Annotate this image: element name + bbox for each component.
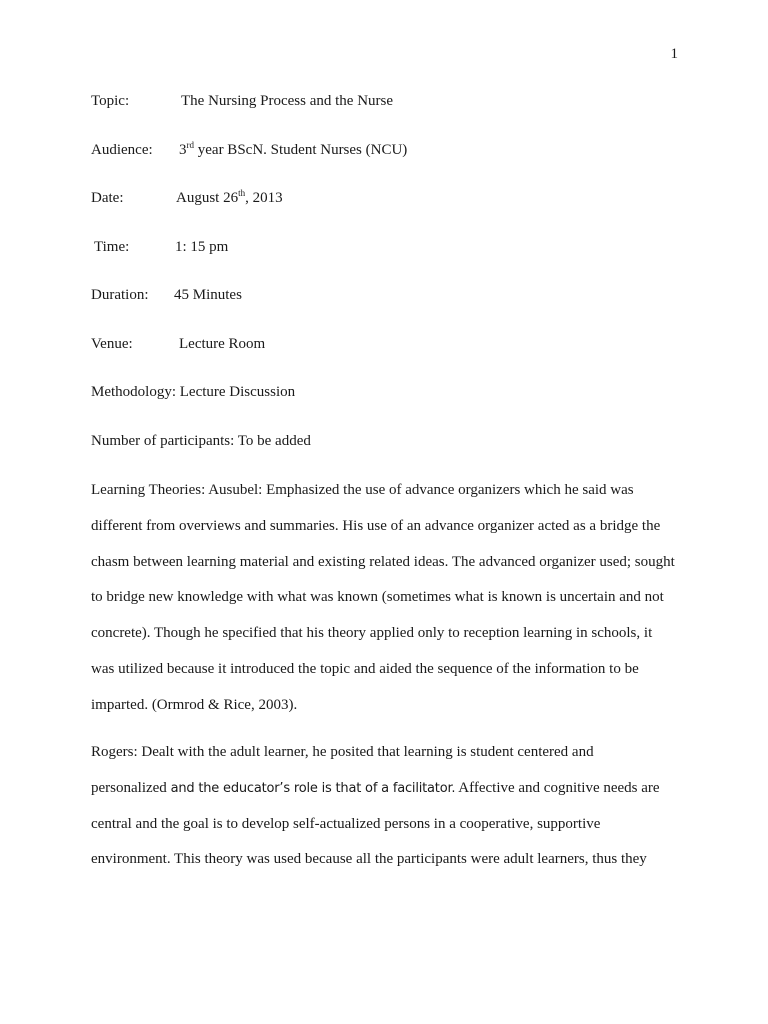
audience-value-pre: 3 — [179, 142, 187, 158]
audience-label: Audience: — [91, 142, 153, 158]
topic-field — [91, 93, 394, 110]
time-label: Time: — [94, 239, 130, 255]
rogers-paragraph — [91, 744, 681, 887]
date-value-pre: August 26 — [176, 190, 239, 206]
rogers-line2-part3: Affective and cognitive needs are — [455, 779, 660, 796]
venue-value: Lecture Room — [179, 336, 266, 352]
rogers-line2-part1: personalized — [91, 779, 171, 796]
paragraph-line-mixed — [91, 780, 681, 816]
audience-field — [91, 140, 408, 159]
duration-field — [91, 287, 242, 304]
time-value: 1: 15 pm — [175, 239, 229, 255]
topic-value: The Nursing Process and the Nurse — [181, 93, 394, 109]
date-value — [176, 190, 283, 207]
methodology-text: Methodology: Lecture Discussion — [91, 384, 296, 400]
duration-value: 45 Minutes — [174, 287, 242, 303]
date-value-post: , 2013 — [245, 190, 283, 206]
paragraph-line: imparted. (Ormrod & Rice, 2003). — [91, 696, 298, 713]
methodology-field — [91, 384, 295, 401]
paragraph-line: Learning Theories: Ausubel: Emphasized the use of advance organizers which he said was — [91, 482, 634, 498]
duration-label: Duration: — [91, 287, 149, 303]
time-field — [94, 239, 229, 256]
paragraph-line: concrete). Though he specified that his theory applied only to reception learning in schools, it — [91, 625, 653, 642]
audience-value-post: year BScN. Student Nurses (NCU) — [194, 142, 408, 158]
paragraph-line: different from overviews and summaries. His use of an advance organizer acted as a bridge the — [91, 517, 661, 534]
date-label: Date: — [91, 190, 124, 206]
paragraph-line: to bridge new knowledge with what was known (sometimes what is known is uncertain and not — [91, 589, 664, 606]
page-number: 1 — [670, 46, 678, 62]
rogers-line2-part2: and the educator’s role is that of a facilitator. — [170, 780, 456, 796]
paragraph-line: was utilized because it introduced the topic and aided the sequence of the information to be — [91, 660, 639, 677]
paragraph-line: environment. This theory was used because all the participants were adult learners, thus they — [91, 851, 647, 868]
participants-text: Number of participants: To be added — [91, 433, 311, 449]
participants-field — [91, 433, 311, 450]
learning-theories-paragraph — [91, 482, 681, 733]
paragraph-line: Rogers: Dealt with the adult learner, he posited that learning is student centered and — [91, 744, 594, 760]
audience-value — [179, 142, 407, 159]
date-field — [91, 188, 283, 207]
topic-label: Topic: — [91, 93, 130, 109]
paragraph-line: chasm between learning material and existing related ideas. The advanced organizer used; sought — [91, 553, 675, 570]
date-value-sup: th — [238, 188, 246, 198]
venue-field — [91, 336, 266, 353]
venue-label: Venue: — [91, 336, 133, 352]
audience-value-sup: rd — [186, 140, 194, 150]
paragraph-line: central and the goal is to develop self-actualized persons in a cooperative, supportive — [91, 815, 601, 832]
